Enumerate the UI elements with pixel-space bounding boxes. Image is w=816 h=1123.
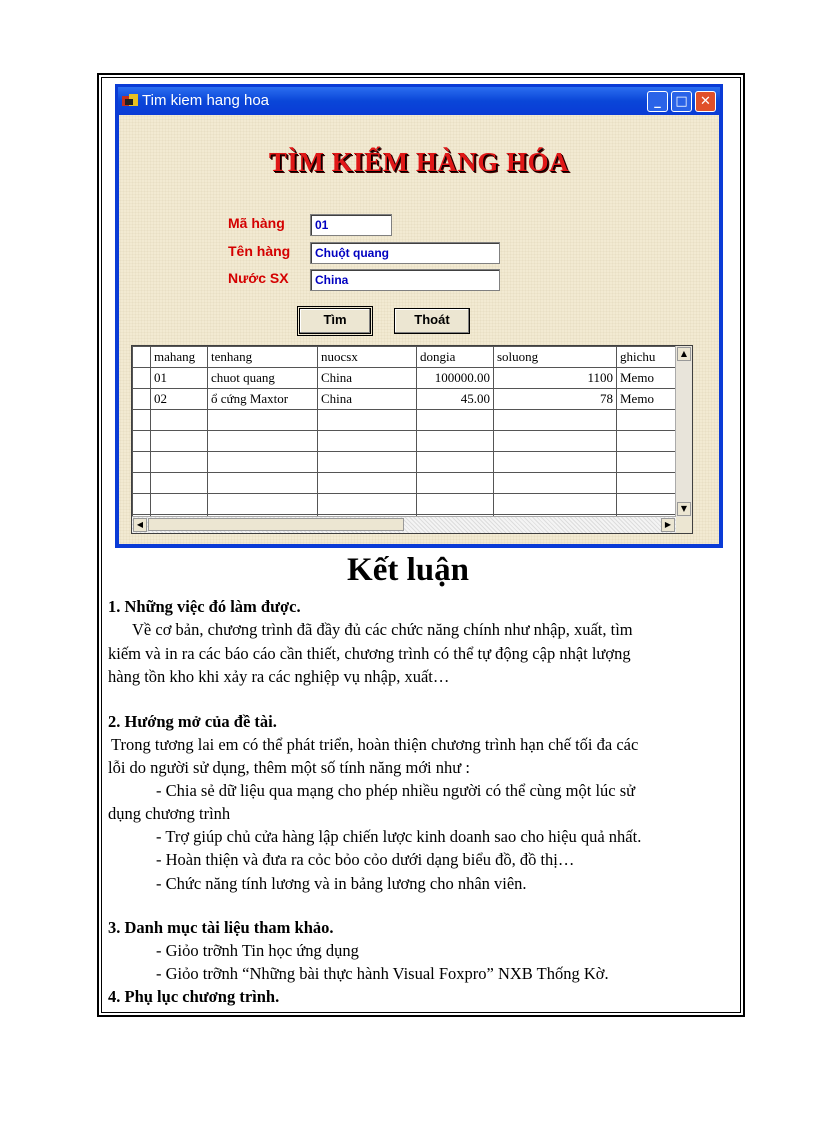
- empty-row: [133, 410, 683, 431]
- country-label: Nước SX: [228, 270, 289, 286]
- column-header[interactable]: mahang: [151, 347, 208, 368]
- product-name-label: Tên hàng: [228, 243, 291, 259]
- cell-mahang[interactable]: 01: [151, 368, 208, 389]
- minimize-button[interactable]: _: [647, 91, 668, 112]
- bullet-line: - Hoàn thiện và đưa ra cỏc bỏo cỏo dưới dạng biểu đồ, đồ thị…: [156, 850, 575, 869]
- cell-ghichu[interactable]: Memo: [617, 368, 683, 389]
- scroll-thumb[interactable]: [148, 518, 404, 531]
- product-code-label: Mã hàng: [228, 215, 285, 231]
- country-input[interactable]: China: [310, 269, 500, 291]
- scroll-down-icon[interactable]: ▼: [677, 502, 691, 516]
- row-selector[interactable]: [133, 389, 151, 410]
- search-window: [115, 84, 723, 548]
- cell-nuocsx[interactable]: China: [318, 389, 417, 410]
- window-title: Tim kiem hang hoa: [142, 92, 270, 109]
- header-row: [133, 347, 683, 368]
- maximize-button[interactable]: □: [671, 91, 692, 112]
- reference-item: - Giỏo trỡnh “Những bài thực hành Visual Foxpro” NXB Thống Kờ.: [156, 964, 609, 983]
- paragraph-line: Trong tương lai em có thể phát triển, hoàn thiện chương trình hạn chế tối đa các: [111, 735, 639, 754]
- close-button[interactable]: ✕: [695, 91, 716, 112]
- bullet-line: - Trợ giúp chủ cửa hàng lập chiến lược kinh doanh sao cho hiệu quả nhất.: [156, 827, 642, 846]
- cell-nuocsx[interactable]: China: [318, 368, 417, 389]
- product-name-input[interactable]: Chuột quang: [310, 242, 500, 264]
- cell-mahang[interactable]: 02: [151, 389, 208, 410]
- cell-soluong[interactable]: 1100: [494, 368, 617, 389]
- row-selector: [133, 347, 151, 368]
- results-table: [132, 346, 683, 534]
- cell-dongia[interactable]: 100000.00: [417, 368, 494, 389]
- search-button[interactable]: Tìm: [299, 308, 371, 334]
- app-icon: [122, 94, 138, 108]
- empty-row: [133, 431, 683, 452]
- form-client-area: [119, 115, 719, 544]
- bullet-line: - Chia sẻ dữ liệu qua mạng cho phép nhiều người có thể cùng một lúc sử: [156, 781, 636, 800]
- column-header[interactable]: ghichu: [617, 347, 683, 368]
- exit-button[interactable]: Thoát: [394, 308, 470, 334]
- empty-row: [133, 473, 683, 494]
- reference-item: - Giỏo trỡnh Tin học ứng dụng: [156, 941, 359, 960]
- section-4-heading: 4. Phụ lục chương trình.: [108, 987, 280, 1006]
- cell-soluong[interactable]: 78: [494, 389, 617, 410]
- empty-row: [133, 494, 683, 515]
- column-header[interactable]: dongia: [417, 347, 494, 368]
- cell-tenhang[interactable]: ổ cứng Maxtor: [208, 389, 318, 410]
- column-header[interactable]: nuocsx: [318, 347, 417, 368]
- paragraph-line: hàng tồn kho khi xảy ra các nghiệp vụ nhập, xuất…: [108, 667, 450, 686]
- title-bar[interactable]: [118, 87, 720, 115]
- scroll-up-icon[interactable]: ▲: [677, 347, 691, 361]
- table-row[interactable]: [133, 389, 683, 410]
- conclusion-title: Kết luận: [347, 552, 469, 588]
- scroll-left-icon[interactable]: ◀: [133, 518, 147, 532]
- row-selector[interactable]: [133, 368, 151, 389]
- column-header[interactable]: soluong: [494, 347, 617, 368]
- section-1-heading: 1. Những việc đó làm được.: [108, 597, 301, 616]
- paragraph-line: Về cơ bản, chương trình đã đầy đủ các chức năng chính như nhập, xuất, tìm: [132, 620, 633, 639]
- section-3-heading: 3. Danh mục tài liệu tham khảo.: [108, 918, 334, 937]
- horizontal-scrollbar[interactable]: [132, 516, 676, 533]
- results-grid[interactable]: [131, 345, 693, 534]
- vertical-scrollbar[interactable]: [675, 346, 692, 517]
- paragraph-line: lỗi do người sử dụng, thêm một số tính năng mới như :: [108, 758, 470, 777]
- column-header[interactable]: tenhang: [208, 347, 318, 368]
- section-2-heading: 2. Hướng mở của đề tài.: [108, 712, 277, 731]
- cell-ghichu[interactable]: Memo: [617, 389, 683, 410]
- cell-tenhang[interactable]: chuot quang: [208, 368, 318, 389]
- product-code-input[interactable]: 01: [310, 214, 392, 236]
- bullet-line: dụng chương trình: [108, 804, 231, 823]
- form-heading: TÌM KIẾM HÀNG HÓA: [268, 147, 570, 177]
- paragraph-line: kiếm và in ra các báo cáo cần thiết, chương trình có thể tự động cập nhật lượng: [108, 644, 631, 663]
- cell-dongia[interactable]: 45.00: [417, 389, 494, 410]
- table-row[interactable]: [133, 368, 683, 389]
- scroll-corner: [676, 517, 692, 533]
- empty-row: [133, 452, 683, 473]
- scroll-right-icon[interactable]: ▶: [661, 518, 675, 532]
- bullet-line: - Chức năng tính lương và in bảng lương cho nhân viên.: [156, 874, 527, 893]
